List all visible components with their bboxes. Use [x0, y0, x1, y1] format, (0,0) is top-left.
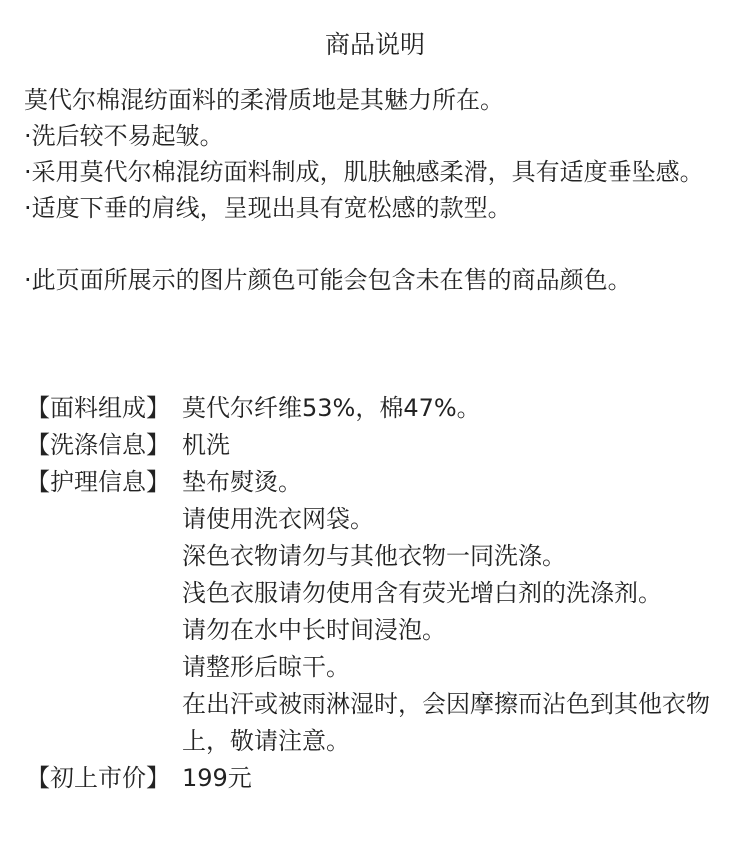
spec-label: 【护理信息】 — [26, 468, 170, 496]
description-bullet: ·洗后较不易起皱。 — [24, 122, 224, 150]
product-description — [24, 82, 732, 298]
care-line: 浅色衣服请勿使用含有荧光增白剂的洗涤剂。 — [182, 579, 662, 607]
spec-value: 莫代尔纤维53%，棉47%。 — [182, 394, 481, 422]
spec-label: 【面料组成】 — [26, 394, 170, 422]
care-line: 深色衣物请勿与其他衣物一同洗涤。 — [182, 542, 566, 570]
description-bullet: ·适度下垂的肩线，呈现出具有宽松感的款型。 — [24, 194, 512, 222]
care-line: 请勿在水中长时间浸泡。 — [182, 616, 446, 644]
spec-value: 199元 — [182, 764, 252, 792]
spec-value-list — [182, 464, 736, 760]
spacer — [24, 226, 732, 262]
care-line: 垫布熨烫。 — [182, 468, 302, 496]
spec-row-price — [26, 760, 736, 797]
spec-row-care — [26, 464, 736, 760]
spec-row-washing — [26, 427, 736, 464]
spec-label: 【洗涤信息】 — [26, 431, 170, 459]
care-line: 请使用洗衣网袋。 — [182, 505, 374, 533]
care-line: 在出汗或被雨淋湿时，会因摩擦而沾色到其他衣物上，敬请注意。 — [182, 690, 710, 755]
spec-list — [26, 390, 736, 797]
spec-row-fabric — [26, 390, 736, 427]
description-bullet: ·采用莫代尔棉混纺面料制成，肌肤触感柔滑，具有适度垂坠感。 — [24, 158, 704, 186]
page-title: 商品说明 — [324, 30, 425, 59]
spec-value: 机洗 — [182, 431, 230, 459]
care-line: 请整形后晾干。 — [182, 653, 350, 681]
description-note: ·此页面所展示的图片颜色可能会包含未在售的商品颜色。 — [24, 266, 632, 294]
spec-label: 【初上市价】 — [26, 764, 170, 792]
description-intro: 莫代尔棉混纺面料的柔滑质地是其魅力所在。 — [24, 86, 504, 114]
